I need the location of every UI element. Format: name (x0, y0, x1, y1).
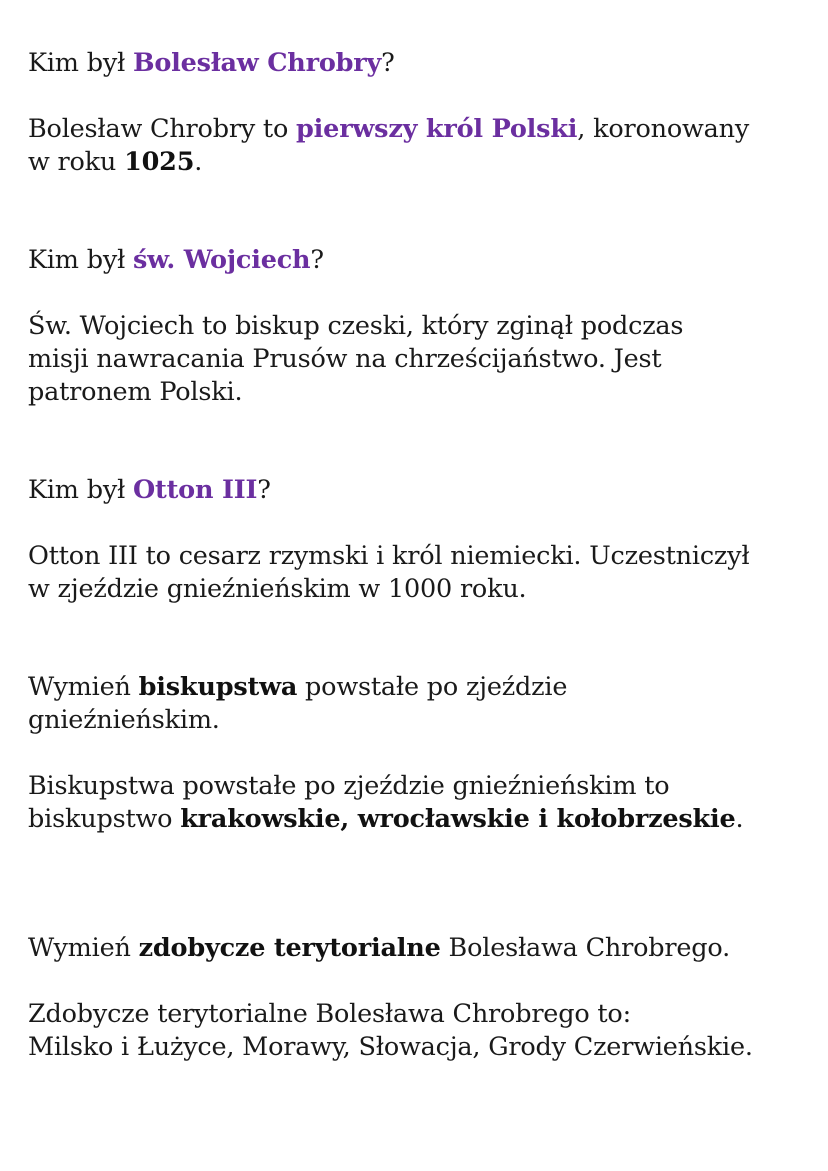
question-suffix: ? (257, 475, 271, 505)
question-otton (28, 474, 808, 507)
question-prefix: Kim był (28, 475, 133, 505)
question-highlight: zdobycze terytorialne (138, 933, 441, 963)
answer-text: biskupstwo (28, 804, 181, 834)
answer-text: w roku (28, 147, 125, 177)
answer-zdobycze (28, 998, 808, 1064)
question-highlight: Otton III (133, 475, 258, 505)
answer-boleslaw (28, 113, 808, 179)
answer-text: . (735, 804, 744, 834)
answer-line: patronem Polski. (28, 377, 243, 407)
answer-highlight: 1025 (124, 147, 195, 177)
answer-wojciech (28, 310, 808, 409)
question-biskupstwa (28, 671, 808, 737)
question-prefix: Kim był (28, 48, 133, 78)
answer-text: Bolesław Chrobry to (28, 114, 297, 144)
question-line: gnieźnieńskim. (28, 705, 220, 735)
question-suffix: ? (381, 48, 395, 78)
answer-line: Św. Wojciech to biskup czeski, który zginął podczas (28, 311, 684, 341)
answer-line: Otton III to cesarz rzymski i król niemiecki. Uczestniczył (28, 541, 750, 571)
answer-text: , koronowany (577, 114, 750, 144)
question-prefix: Kim był (28, 245, 133, 275)
answer-text: . (194, 147, 203, 177)
document-page (28, 47, 808, 1064)
answer-line: misji nawracania Prusów na chrześcijaństwo. Jest (28, 344, 662, 374)
question-prefix: Wymień (28, 672, 139, 702)
answer-line: w zjeździe gnieźnieńskim w 1000 roku. (28, 574, 527, 604)
question-highlight: św. Wojciech (133, 245, 311, 275)
answer-line: Biskupstwa powstałe po zjeździe gnieźnieńskim to (28, 771, 670, 801)
question-highlight: biskupstwa (138, 672, 298, 702)
question-zdobycze (28, 932, 808, 965)
answer-otton (28, 540, 808, 606)
answer-highlight: krakowskie, wrocławskie i kołobrzeskie (180, 804, 736, 834)
answer-line: Zdobycze terytorialne Bolesława Chrobrego to: (28, 999, 631, 1029)
question-suffix: powstałe po zjeździe (297, 672, 568, 702)
question-prefix: Wymień (28, 933, 139, 963)
question-wojciech (28, 244, 808, 277)
question-highlight: Bolesław Chrobry (133, 48, 382, 78)
answer-line: Milsko i Łużyce, Morawy, Słowacja, Grody Czerwieńskie. (28, 1032, 753, 1062)
answer-biskupstwa (28, 770, 808, 836)
question-suffix: Bolesława Chrobrego. (440, 933, 730, 963)
question-suffix: ? (310, 245, 324, 275)
answer-highlight: pierwszy król Polski (296, 114, 578, 144)
question-boleslaw (28, 47, 808, 80)
